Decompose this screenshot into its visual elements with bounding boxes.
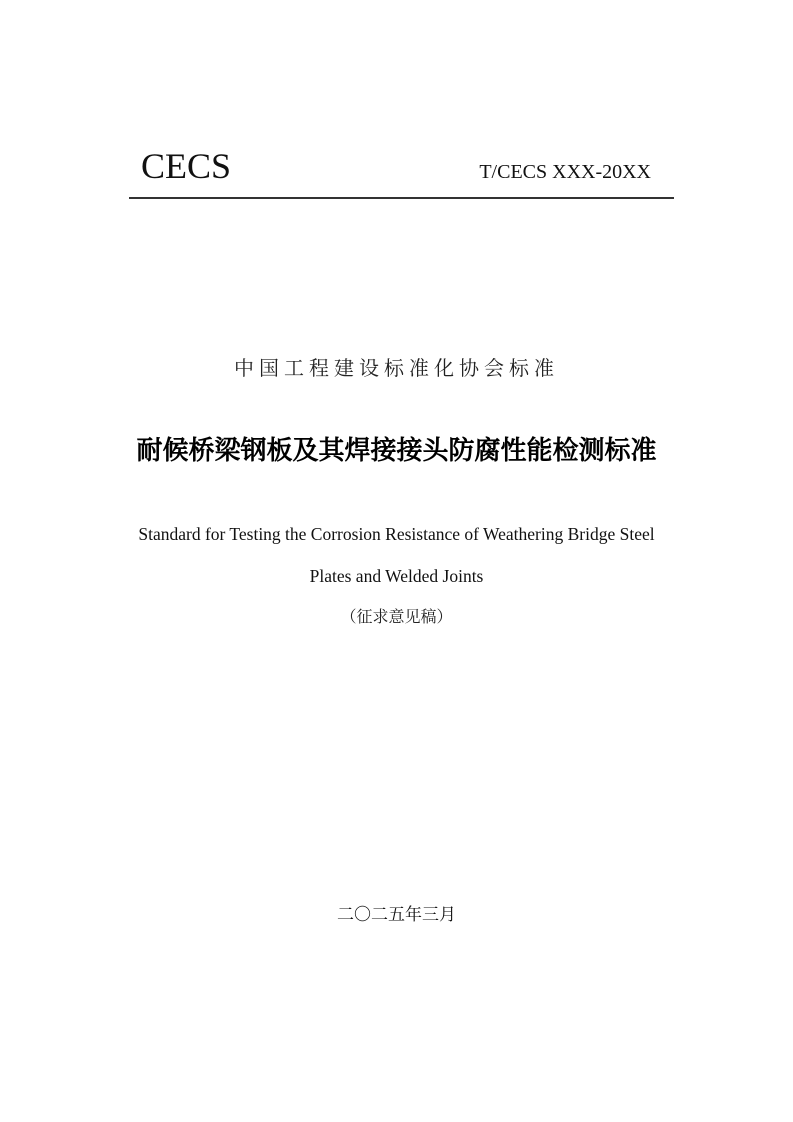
document-title-english-line2: Plates and Welded Joints bbox=[309, 566, 484, 586]
cecs-logo-text: CECS bbox=[141, 146, 232, 186]
document-title-english-line1: Standard for Testing the Corrosion Resistance of Weathering Bridge Steel bbox=[138, 524, 655, 544]
standard-code: T/CECS XXX-20XX bbox=[479, 161, 651, 183]
organization-name: 中国工程建设标准化协会标准 bbox=[234, 356, 559, 380]
document-title-chinese: 耐候桥梁钢板及其焊接接头防腐性能检测标准 bbox=[136, 436, 657, 466]
draft-status: （征求意见稿） bbox=[340, 607, 453, 626]
header-divider bbox=[129, 197, 674, 199]
publication-date: 二〇二五年三月 bbox=[337, 905, 456, 925]
